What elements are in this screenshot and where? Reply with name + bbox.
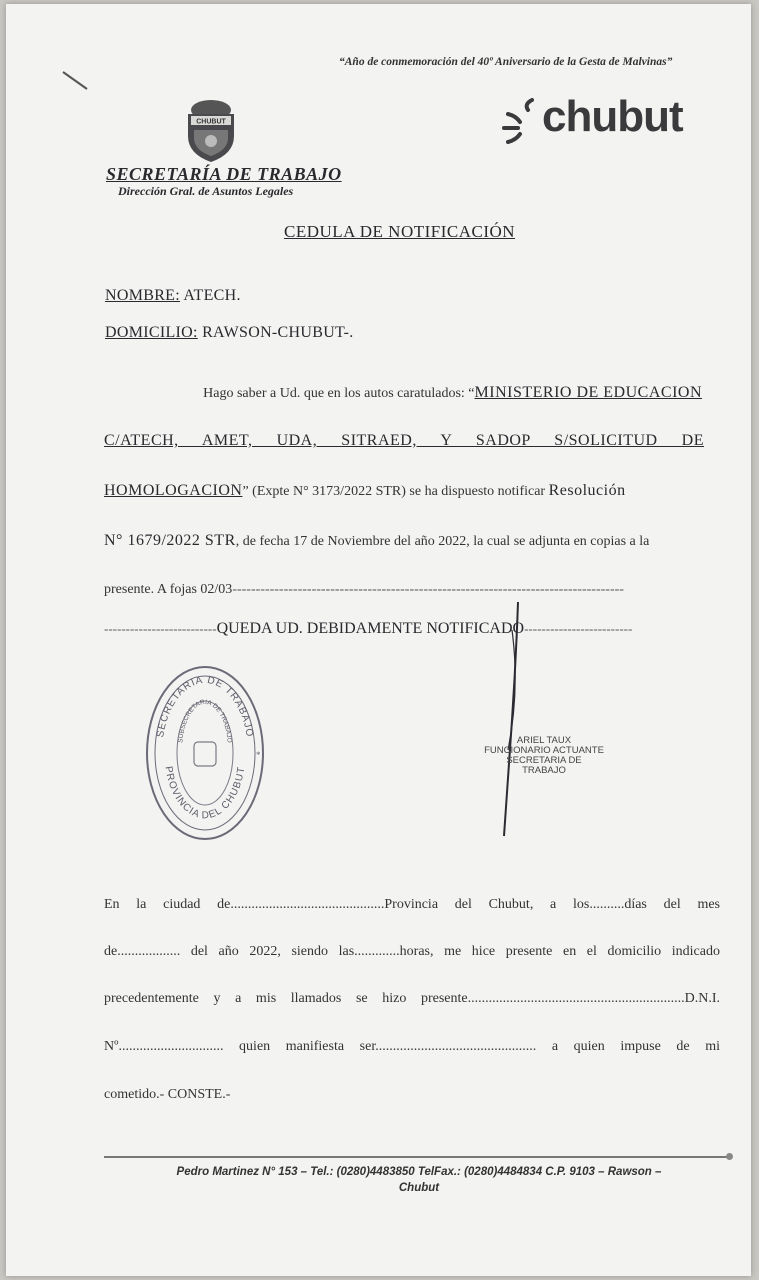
svg-text:SUBSECRETARIA DE TRABAJO <box>177 699 232 743</box>
direccion-subtitle: Dirección Gral. de Asuntos Legales <box>118 184 294 198</box>
footer-divider <box>104 1156 730 1158</box>
form-line-3: precedentemente y a mis llamados se hizo presente..............................................................D.N.I. <box>104 991 720 1006</box>
motto-line: “Año de conmemoración del 40º Aniversario de la Gesta de Malvinas” <box>339 56 673 68</box>
nombre-value: ATECH. <box>180 287 241 304</box>
chubut-logo-icon <box>502 96 546 152</box>
body-line-3: HOMOLOGACION” (Expte N° 3173/2022 STR) se ha dispuesto notificar Resolución <box>104 482 626 499</box>
svg-text:PROVINCIA DEL CHUBUT <box>163 766 248 822</box>
footer-line-1: Pedro Martinez N° 153 – Tel.: (0280)4483850 TelFax.: (0280)4484834 C.P. 9103 – Rawson – <box>176 1166 662 1178</box>
svg-text:*: * <box>256 750 261 760</box>
footer-line-2: Chubut <box>398 1182 440 1194</box>
body-line-4: N° 1679/2022 STR, de fecha 17 de Noviembre del año 2022, la cual se adjunta en copias a la <box>104 532 650 549</box>
domicilio-field <box>105 324 354 342</box>
nombre-field <box>105 287 241 305</box>
form-line-5: cometido.- CONSTE.- <box>104 1087 231 1102</box>
handwritten-signature <box>446 600 536 850</box>
body-line-1: Hago saber a Ud. que en los autos caratulados: “MINISTERIO DE EDUCACION <box>203 384 702 401</box>
domicilio-value: RAWSON-CHUBUT-. <box>197 324 354 341</box>
brand-wordmark: chubut <box>542 92 683 141</box>
signer-name: ARIEL TAUX <box>516 735 572 746</box>
signer-block <box>484 736 604 776</box>
body-line-5: presente. A fojas 02/03------------------------------------------------------------------------------------ <box>104 582 624 597</box>
signer-role: FUNCIONARIO ACTUANTE <box>484 745 604 756</box>
form-line-4: Nº.............................. quien manifiesta ser.............................................. a quien impuse de mi <box>104 1039 720 1054</box>
notificado-line: --------------------------QUEDA UD. DEBIDAMENTE NOTIFICADO------------------------- <box>104 620 633 637</box>
footer-address <box>106 1164 732 1196</box>
document-page <box>6 4 751 1276</box>
body-line-2: C/ATECH, AMET, UDA, SITRAED, Y SADOP S/SOLICITUD DE <box>104 432 704 449</box>
province-crest-icon <box>182 98 240 164</box>
nombre-label: NOMBRE: <box>105 287 180 304</box>
footer-divider-dot <box>726 1153 733 1160</box>
crest-label: CHUBUT <box>196 118 226 126</box>
domicilio-label: DOMICILIO: <box>105 324 198 341</box>
pen-mark <box>61 70 91 92</box>
form-line-1: En la ciudad de............................................Provincia del Chubut, a los..........días del mes <box>104 897 720 912</box>
document-title: CEDULA DE NOTIFICACIÓN <box>284 222 516 241</box>
form-line-2: de.................. del año 2022, siendo las.............horas, me hice presente en el domicilio indicado <box>104 944 720 959</box>
signer-office: SECRETARIA DE TRABAJO <box>506 755 582 776</box>
secretaria-title: SECRETARÍA DE TRABAJO <box>106 164 342 184</box>
notificado-text: QUEDA UD. DEBIDAMENTE NOTIFICADO <box>216 620 525 637</box>
stamp-text-top: SECRETARIA DE TRABAJO <box>155 674 255 739</box>
stamp-text-bottom: PROVINCIA DEL CHUBUT <box>162 765 248 822</box>
stamp-text-inner: SUBSECRETARIA DE TRABAJO <box>177 698 233 744</box>
official-stamp <box>142 660 268 846</box>
